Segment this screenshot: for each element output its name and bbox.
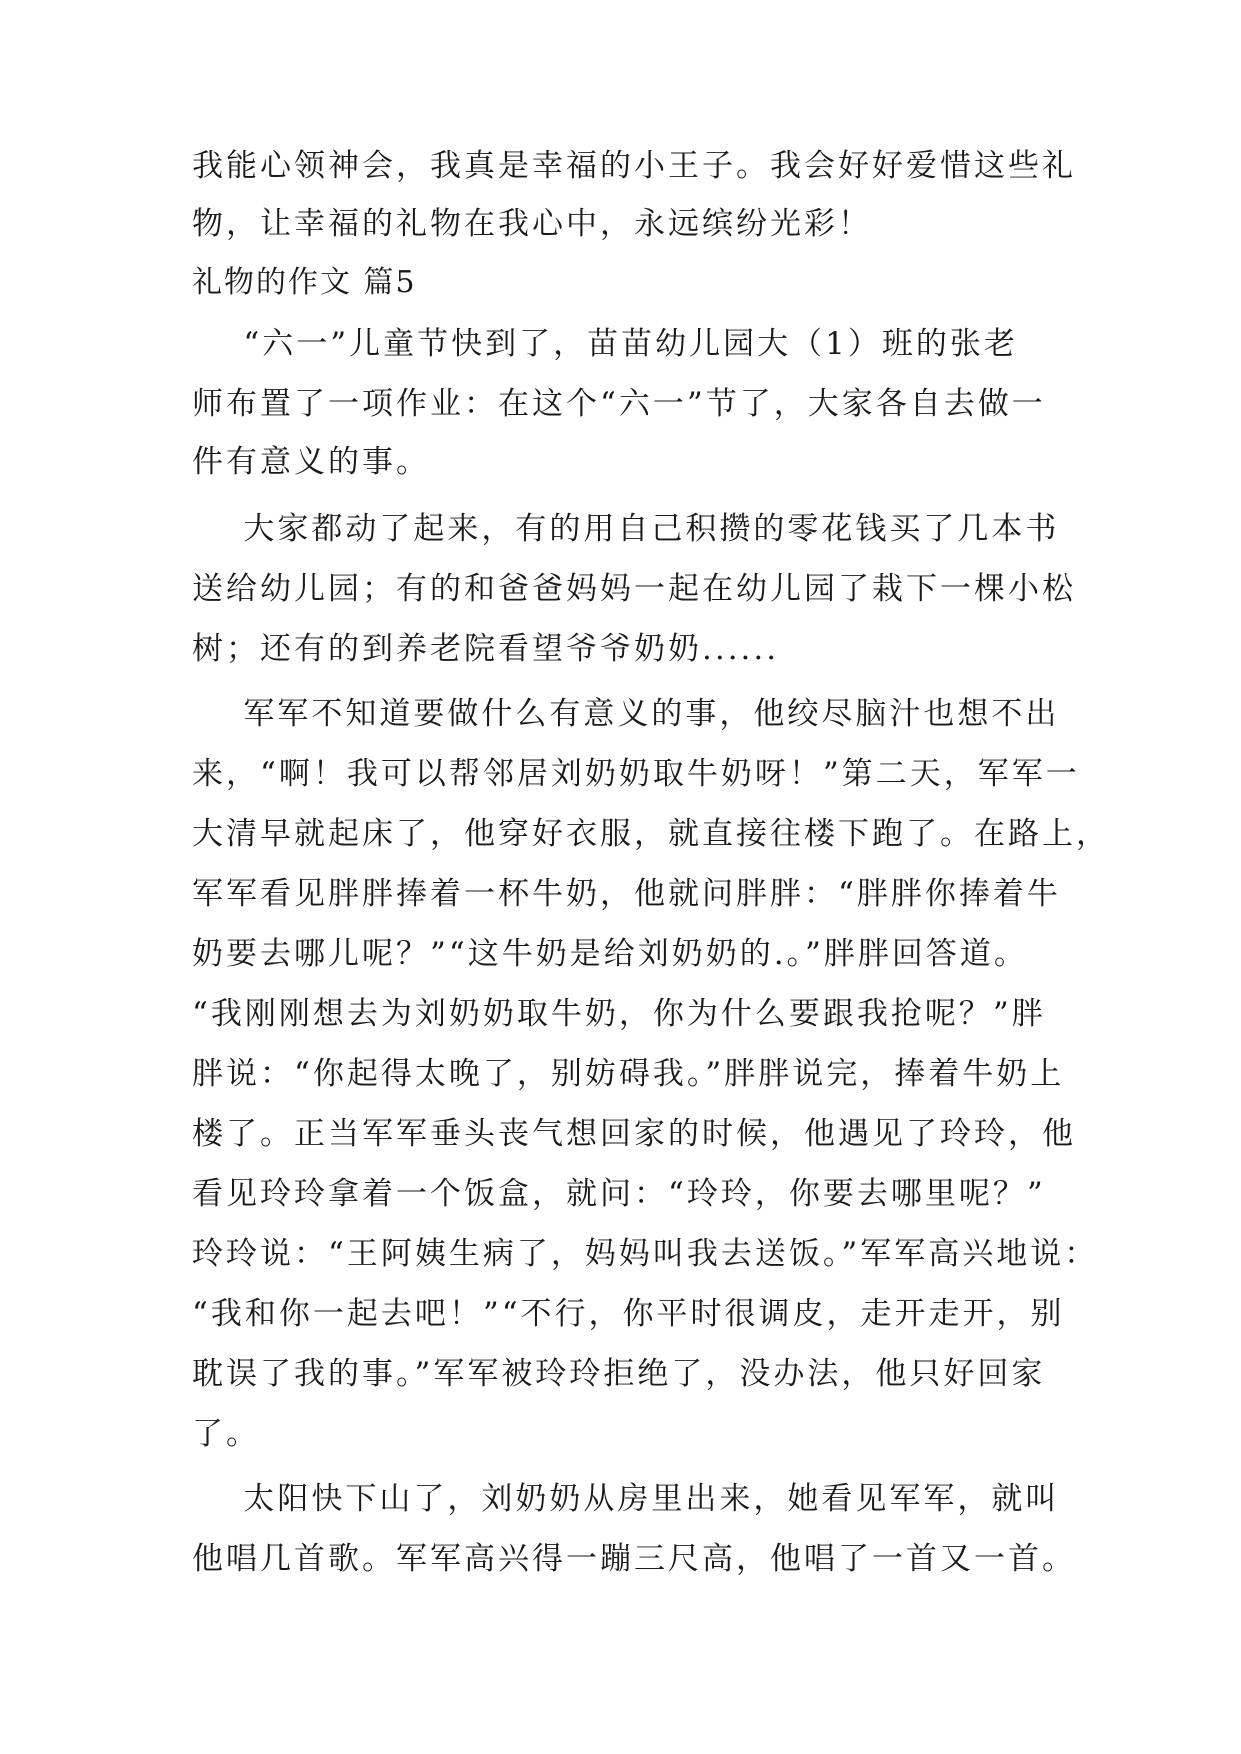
text-line: 我能心领神会，我真是幸福的小王子。我会好好爱惜这些礼 bbox=[192, 148, 1076, 184]
section-heading: 礼物的作文 篇5 bbox=[192, 265, 417, 300]
text-line: 件有意义的事。 bbox=[192, 444, 430, 480]
paragraph-first-line: 大家都动了起来，有的用自己积攒的零花钱买了几本书 bbox=[192, 511, 1060, 547]
text-line: 楼了。正当军军垂头丧气想回家的时候，他遇见了玲玲，他 bbox=[192, 1116, 1076, 1152]
text-line: “我和你一起去吧！”“不行，你平时很调皮，走开走开，别 bbox=[192, 1296, 1065, 1332]
text-line: 奶要去哪儿呢？”“这牛奶是给刘奶奶的.。”胖胖回答道。 bbox=[192, 936, 1028, 972]
text-line: 胖说：“你起得太晚了，别妨碍我。”胖胖说完，捧着牛奶上 bbox=[192, 1056, 1065, 1092]
paragraph-first-line: “六一”儿童节快到了，苗苗幼儿园大（1）班的张老 bbox=[192, 326, 1018, 362]
paragraph-first-line: 太阳快下山了，刘奶奶从房里出来，她看见军军，就叫 bbox=[192, 1481, 1060, 1517]
text-line: 了。 bbox=[192, 1416, 260, 1452]
text-line: 树；还有的到养老院看望爷爷奶奶...... bbox=[192, 631, 780, 667]
text-line: 军军看见胖胖捧着一杯牛奶，他就问胖胖：“胖胖你捧着牛 bbox=[192, 876, 1061, 912]
text-line: 大清早就起床了，他穿好衣服，就直接往楼下跑了。在路上， bbox=[192, 816, 1110, 852]
text-line: 来，“啊！我可以帮邻居刘奶奶取牛奶呀！”第二天，军军一 bbox=[192, 756, 1080, 792]
text-line: 玲玲说：“王阿姨生病了，妈妈叫我去送饭。”军军高兴地说： bbox=[192, 1236, 1099, 1272]
paragraph-first-line: 军军不知道要做什么有意义的事，他绞尽脑汁也想不出 bbox=[192, 696, 1060, 732]
text-line: 他唱几首歌。军军高兴得一蹦三尺高，他唱了一首又一首。 bbox=[192, 1541, 1076, 1577]
text-line: 送给幼儿园；有的和爸爸妈妈一起在幼儿园了栽下一棵小松 bbox=[192, 571, 1076, 607]
text-line: 师布置了一项作业：在这个“六一”节了，大家各自去做一 bbox=[192, 386, 1046, 422]
text-line: 物，让幸福的礼物在我心中，永远缤纷光彩！ bbox=[192, 206, 872, 242]
text-line: 看见玲玲拿着一个饭盒，就问：“玲玲，你要去哪里呢？” bbox=[192, 1176, 1046, 1212]
text-line: “我刚刚想去为刘奶奶取牛奶，你为什么要跟我抢呢？”胖 bbox=[192, 996, 1046, 1032]
text-line: 耽误了我的事。”军军被玲玲拒绝了，没办法，他只好回家 bbox=[192, 1356, 1046, 1392]
